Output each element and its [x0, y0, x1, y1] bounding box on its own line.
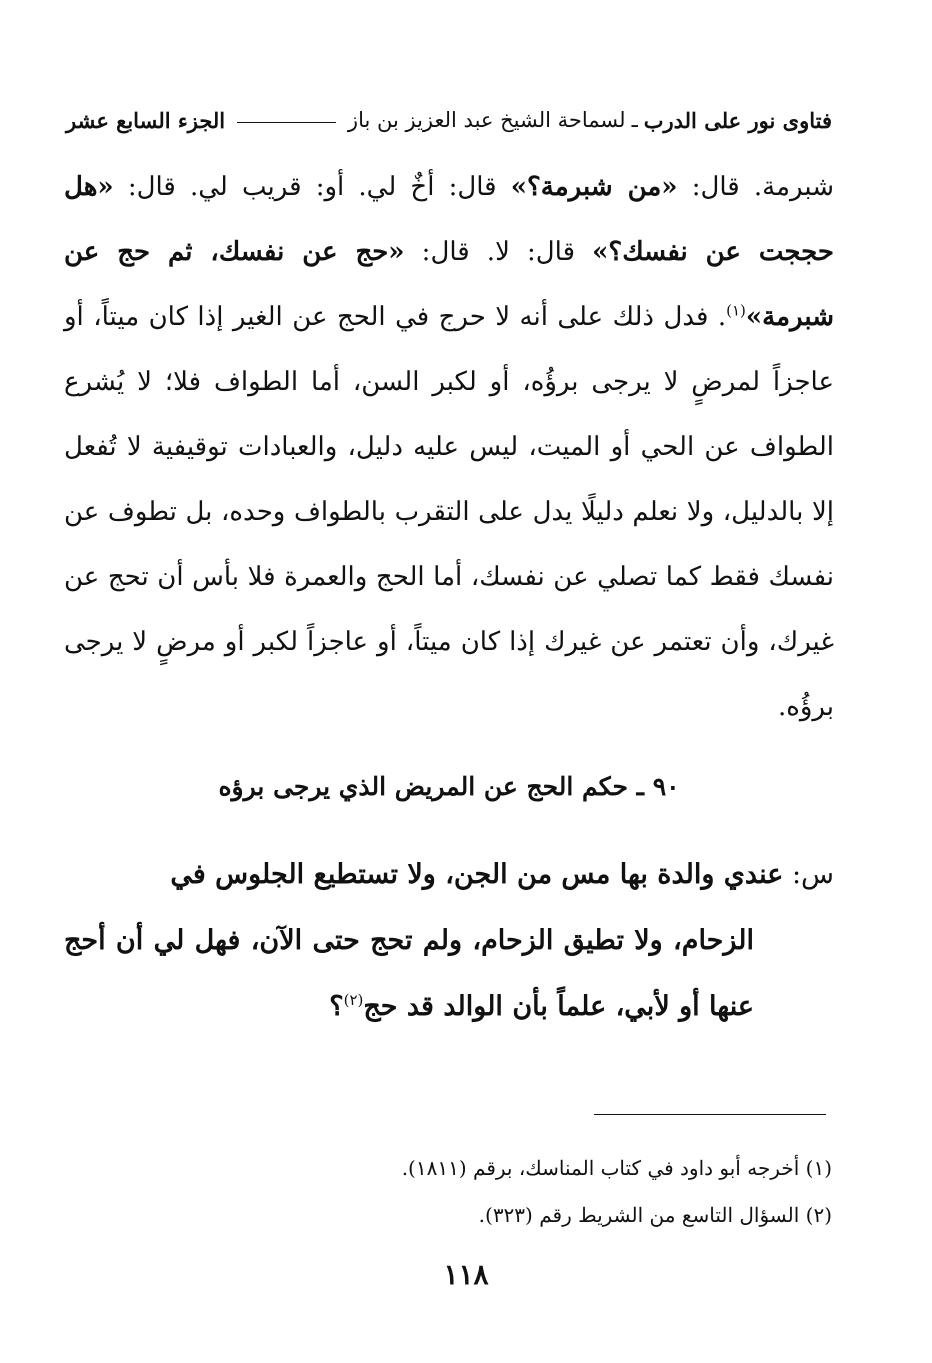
body-text-c: قال: لا. قال: — [404, 237, 593, 267]
header-dash: ـ — [631, 108, 638, 132]
question-continuation — [64, 908, 834, 1040]
hadith-quote-1: «من شبرمة؟» — [510, 172, 678, 202]
footnote-separator — [594, 1114, 826, 1115]
running-header — [66, 100, 832, 140]
footnote-1: (١) أخرجه أبو داود في كتاب المناسك، برقم (١٨١١). — [401, 1156, 832, 1180]
question-rest: الزحام، ولا تطيق الزحام، ولم تحج حتى الآن، فهل لي أن أحج عنها أو لأبي، علماً بأن الوالد قد حج — [64, 925, 754, 1022]
body-text-start: شبرمة. قال: — [677, 172, 834, 202]
question-block — [64, 842, 834, 1040]
hadith-quote-2: «هل حججت عن نفسك؟» — [64, 172, 834, 267]
author-name: لسماحة الشيخ عبد العزيز بن باز — [347, 108, 626, 132]
question-line-1: عندي والدة بها مس من الجن، ولا تستطيع الجلوس في — [170, 859, 784, 890]
volume-part: الجزء السابع عشر — [66, 107, 226, 133]
page-number: ١١٨ — [443, 1258, 489, 1291]
body-paragraph — [64, 155, 834, 740]
question-end: ؟ — [329, 991, 344, 1022]
section-heading: ٩٠ ـ حكم الحج عن المريض الذي يرجى برؤه — [218, 772, 680, 801]
footnote-marker-1: (١) — [726, 301, 746, 320]
hadith-quote-3: «حج عن نفسك، ثم حج عن شبرمة» — [64, 237, 834, 332]
book-title: فتاوى نور على الدرب — [643, 107, 832, 133]
header-rule — [237, 122, 336, 123]
body-text-rest: . فدل ذلك على أنه لا حرج في الحج عن الغير إذا كان ميتاً، أو عاجزاً لمرضٍ لا يرجى برؤُه، أو لكبر السن، أما الطواف فلا؛ لا يُشرع الطواف عن الحي أو الميت، ليس عليه دليل، والعبادات توقيفية لا تُفعل إلا بالدليل، ولا نعلم دليلًا يدل على التقرب بالطواف وحده، بل تطوف عن نفسك فقط كما تصلي عن نفسك، أما الحج والعمرة فلا بأس أن تحج عن غيرك، وأن تعتمر عن غيرك إذا كان ميتاً، أو عاجزاً لكبر أو مرضٍ لا يرجى برؤُه. — [64, 302, 834, 722]
footnote-marker-2: (٢) — [343, 991, 364, 1009]
body-text-b: قال: أخٌ لي. أو: قريب لي. قال: — [113, 172, 511, 202]
question-label: س: — [783, 859, 834, 890]
footnote-2: (٢) السؤال التاسع من الشريط رقم (٣٢٣). — [478, 1203, 832, 1227]
footnotes — [160, 1145, 832, 1239]
